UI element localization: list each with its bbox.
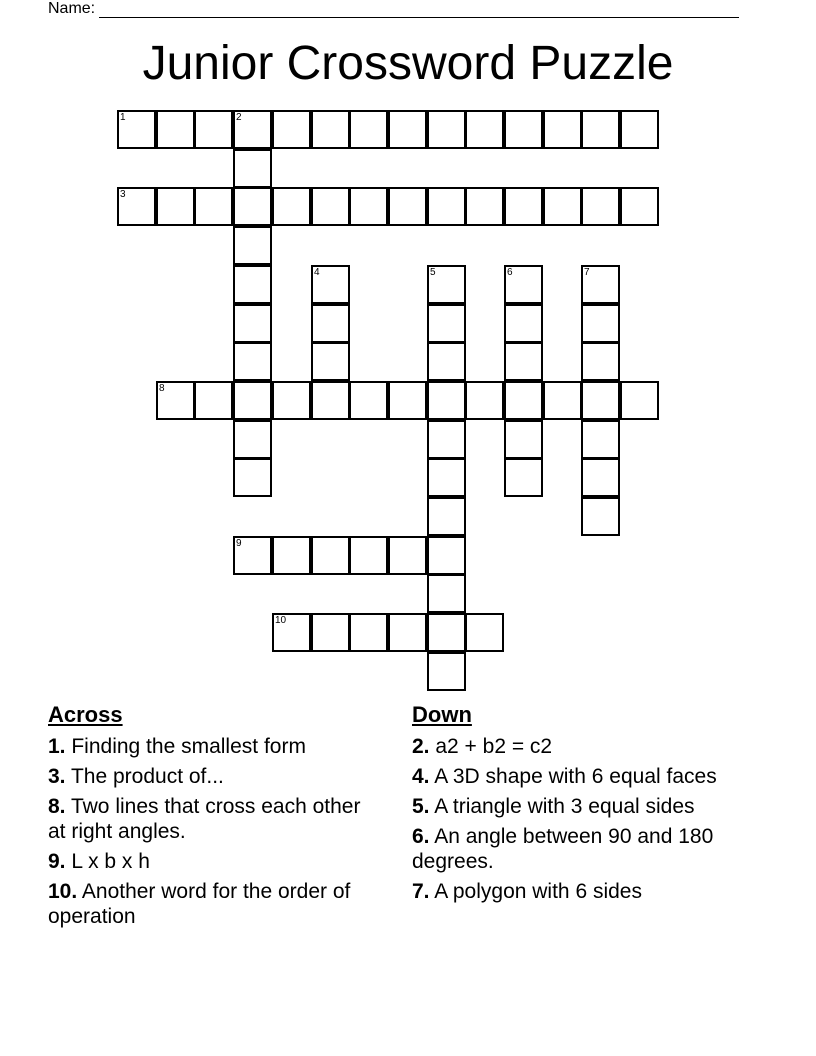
crossword-cell[interactable] — [543, 110, 582, 149]
clue-down-2 — [412, 734, 752, 759]
crossword-cell[interactable] — [349, 381, 388, 420]
crossword-cell[interactable] — [427, 652, 466, 691]
clue-number: 9. — [48, 850, 66, 873]
cell-number: 1 — [120, 112, 126, 123]
clue-number: 5. — [412, 795, 430, 818]
crossword-cell[interactable] — [620, 110, 659, 149]
crossword-cell[interactable] — [194, 110, 233, 149]
crossword-cell[interactable] — [117, 110, 156, 149]
clue-number: 3. — [48, 765, 66, 788]
down-clues — [412, 702, 752, 909]
crossword-cell[interactable] — [233, 536, 272, 575]
crossword-cell[interactable] — [581, 381, 620, 420]
crossword-cell[interactable] — [543, 187, 582, 226]
clue-number: 10. — [48, 880, 78, 903]
crossword-cell[interactable] — [581, 458, 620, 497]
crossword-cell[interactable] — [272, 110, 311, 149]
clue-number: 2. — [412, 735, 430, 758]
clue-text: Two lines that cross each other at right angles. — [48, 795, 361, 843]
crossword-cell[interactable] — [272, 536, 311, 575]
crossword-cell[interactable] — [427, 265, 466, 304]
crossword-cell[interactable] — [427, 342, 466, 381]
crossword-cell[interactable] — [311, 381, 350, 420]
crossword-cell[interactable] — [427, 458, 466, 497]
crossword-cell[interactable] — [349, 536, 388, 575]
crossword-cell[interactable] — [349, 613, 388, 652]
crossword-cell[interactable] — [388, 187, 427, 226]
crossword-cell[interactable] — [388, 381, 427, 420]
crossword-cell[interactable] — [233, 458, 272, 497]
crossword-cell[interactable] — [581, 187, 620, 226]
crossword-cell[interactable] — [581, 497, 620, 536]
crossword-cell[interactable] — [311, 304, 350, 343]
clue-text: Finding the smallest form — [65, 735, 306, 758]
crossword-cell[interactable] — [311, 536, 350, 575]
crossword-cell[interactable] — [194, 381, 233, 420]
clue-text: a2 + b2 = c2 — [429, 735, 553, 758]
clue-across-10 — [48, 879, 378, 929]
clue-across-1 — [48, 734, 378, 759]
clue-down-5 — [412, 794, 752, 819]
clue-number: 7. — [412, 880, 430, 903]
crossword-cell[interactable] — [427, 574, 466, 613]
crossword-cell[interactable] — [427, 381, 466, 420]
clue-down-6 — [412, 824, 752, 874]
cell-number: 3 — [120, 189, 126, 200]
crossword-cell[interactable] — [620, 381, 659, 420]
clue-across-3 — [48, 764, 378, 789]
page-title: Junior Crossword Puzzle — [142, 37, 674, 90]
crossword-cell[interactable] — [543, 381, 582, 420]
clue-number: 6. — [412, 825, 430, 848]
crossword-cell[interactable] — [388, 110, 427, 149]
crossword-cell[interactable] — [233, 110, 272, 149]
crossword-cell[interactable] — [504, 381, 543, 420]
cell-number: 2 — [236, 112, 242, 123]
crossword-cell[interactable] — [156, 381, 195, 420]
clue-text: L x b x h — [65, 850, 150, 873]
crossword-cell[interactable] — [156, 110, 195, 149]
crossword-cell[interactable] — [233, 149, 272, 188]
crossword-cell[interactable] — [349, 187, 388, 226]
clue-text: The product of... — [65, 765, 224, 788]
crossword-cell[interactable] — [349, 110, 388, 149]
clue-down-4 — [412, 764, 752, 789]
clue-text: A polygon with 6 sides — [429, 880, 642, 903]
clue-text: A 3D shape with 6 equal faces — [429, 765, 717, 788]
crossword-cell[interactable] — [427, 187, 466, 226]
clue-text: A triangle with 3 equal sides — [429, 795, 695, 818]
crossword-cell[interactable] — [581, 265, 620, 304]
crossword-cell[interactable] — [465, 187, 504, 226]
cell-number: 7 — [584, 267, 590, 278]
crossword-cell[interactable] — [311, 187, 350, 226]
crossword-cell[interactable] — [272, 381, 311, 420]
crossword-cell[interactable] — [427, 110, 466, 149]
crossword-cell[interactable] — [117, 187, 156, 226]
crossword-cell[interactable] — [504, 342, 543, 381]
across-clues — [48, 702, 378, 934]
crossword-cell[interactable] — [272, 187, 311, 226]
clue-text: Another word for the order of operation — [48, 880, 351, 928]
clue-down-7 — [412, 879, 752, 904]
crossword-cell[interactable] — [581, 304, 620, 343]
clue-across-8 — [48, 794, 378, 844]
crossword-cell[interactable] — [233, 342, 272, 381]
crossword-cell[interactable] — [388, 613, 427, 652]
crossword-cell[interactable] — [311, 342, 350, 381]
crossword-cell[interactable] — [194, 187, 233, 226]
clue-number: 8. — [48, 795, 66, 818]
crossword-cell[interactable] — [311, 265, 350, 304]
crossword-cell[interactable] — [504, 420, 543, 459]
crossword-cell[interactable] — [427, 613, 466, 652]
clue-number: 4. — [412, 765, 430, 788]
crossword-cell[interactable] — [233, 187, 272, 226]
cell-number: 6 — [507, 267, 513, 278]
crossword-cell[interactable] — [233, 304, 272, 343]
crossword-cell[interactable] — [504, 110, 543, 149]
name-label: Name: — [48, 0, 96, 17]
clue-across-9 — [48, 849, 378, 874]
crossword-cell[interactable] — [233, 265, 272, 304]
crossword-cell[interactable] — [311, 613, 350, 652]
crossword-cell[interactable] — [427, 304, 466, 343]
crossword-cell[interactable] — [233, 420, 272, 459]
cell-number: 10 — [275, 615, 287, 626]
cell-number: 9 — [236, 538, 242, 549]
crossword-cell[interactable] — [504, 458, 543, 497]
clue-text: An angle between 90 and 180 degrees. — [412, 825, 714, 873]
crossword-cell[interactable] — [465, 381, 504, 420]
clue-number: 1. — [48, 735, 66, 758]
cell-number: 8 — [159, 383, 165, 394]
crossword-cell[interactable] — [311, 110, 350, 149]
cell-number: 4 — [314, 267, 320, 278]
crossword-cell[interactable] — [581, 342, 620, 381]
crossword-cell[interactable] — [427, 420, 466, 459]
down-heading: Down — [412, 702, 472, 727]
cell-number: 5 — [430, 267, 436, 278]
crossword-cell[interactable] — [581, 420, 620, 459]
crossword-cell[interactable] — [581, 110, 620, 149]
crossword-cell[interactable] — [620, 187, 659, 226]
crossword-cell[interactable] — [388, 536, 427, 575]
crossword-cell[interactable] — [465, 613, 504, 652]
crossword-cell[interactable] — [504, 304, 543, 343]
crossword-cell[interactable] — [233, 381, 272, 420]
crossword-cell[interactable] — [504, 265, 543, 304]
crossword-cell[interactable] — [272, 613, 311, 652]
crossword-cell[interactable] — [156, 187, 195, 226]
crossword-cell[interactable] — [427, 536, 466, 575]
crossword-cell[interactable] — [427, 497, 466, 536]
crossword-cell[interactable] — [465, 110, 504, 149]
crossword-cell[interactable] — [504, 187, 543, 226]
crossword-cell[interactable] — [233, 226, 272, 265]
across-heading: Across — [48, 702, 123, 727]
